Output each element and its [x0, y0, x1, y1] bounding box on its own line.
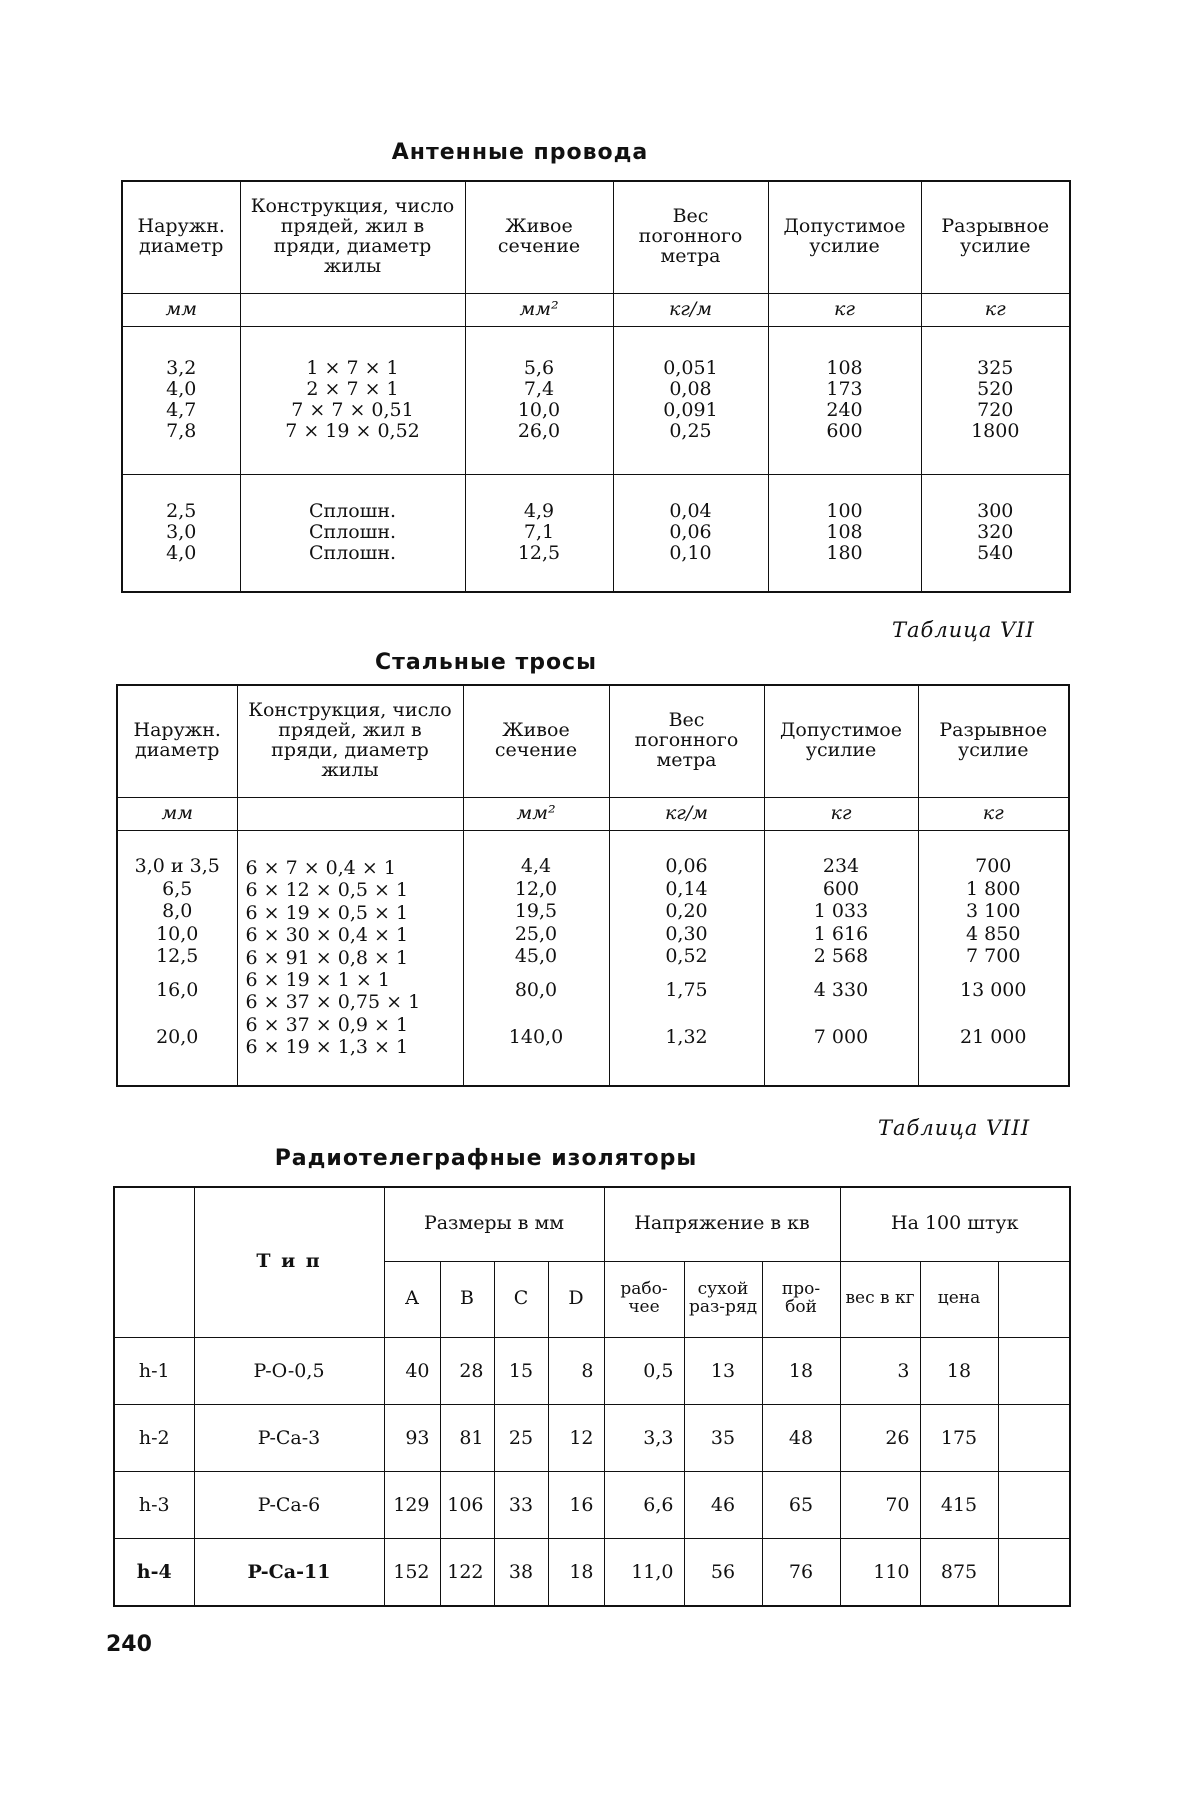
- header-section: Живое сечение: [465, 181, 613, 293]
- row-type: P-Ca-3: [194, 1404, 384, 1471]
- header-breaking-force: Разрывное усилие: [918, 685, 1069, 797]
- g1-diameter: 4,7: [166, 399, 197, 421]
- row-d: 12: [548, 1404, 604, 1471]
- row-breakdown: 18: [762, 1337, 840, 1404]
- g2-diameter: 4,0: [166, 542, 197, 565]
- sub-a: A: [384, 1261, 440, 1337]
- g1-diameter: 4,0: [166, 378, 197, 401]
- cable-diameter: 8,0: [162, 900, 193, 923]
- header-section: Живое сечение: [463, 685, 609, 797]
- g1-construction: 7 × 7 × 0,51: [291, 399, 414, 421]
- unit-breaking: кг: [918, 797, 1069, 830]
- cable-section: 80,0: [514, 979, 558, 1002]
- g1-weight-cell: [613, 326, 768, 474]
- g2-construction: Сплошн.: [308, 500, 397, 523]
- g2-allowed-cell: [768, 474, 921, 592]
- cable-allowed: 2 568: [813, 944, 869, 967]
- row-a: 152: [384, 1538, 440, 1606]
- id-header: [114, 1187, 194, 1337]
- cable-weight: 1,75: [665, 979, 708, 1002]
- voltage-header: Напряжение в кв: [604, 1187, 840, 1261]
- cable-diameter: 6,5: [162, 877, 193, 900]
- cable-allowed: 1 033: [813, 900, 869, 923]
- g1-section: 7,4: [523, 378, 555, 401]
- row-dry: 56: [684, 1538, 762, 1606]
- g2-weight: 0,04: [669, 500, 712, 523]
- cable-diameter-cell: [117, 830, 237, 1086]
- cable-construction: 6 × 37 × 0,9 × 1: [245, 1013, 409, 1036]
- g1-weight: 0,051: [663, 357, 718, 380]
- unit-allowed: кг: [768, 293, 921, 326]
- cable-allowed: 234: [822, 855, 860, 878]
- row-working: 6,6: [604, 1471, 684, 1538]
- g1-weight: 0,08: [669, 378, 712, 401]
- g1-construction-cell: [240, 326, 465, 474]
- row-dry: 46: [684, 1471, 762, 1538]
- cable-breaking-cell: [918, 830, 1069, 1086]
- cable-diameter: 20,0: [156, 1025, 199, 1048]
- g2-diameter: 2,5: [166, 500, 197, 523]
- cable-weight: 0,52: [665, 944, 708, 967]
- table2-label: Таблица VII: [892, 618, 1035, 642]
- table-row: [114, 1404, 1070, 1471]
- row-a: 40: [384, 1337, 440, 1404]
- row-price: 415: [920, 1471, 998, 1538]
- header-construction: Конструкция, число прядей, жил в пряди, диаметр жилы: [240, 181, 465, 293]
- g2-breaking: 320: [977, 521, 1014, 544]
- row-b: 122: [440, 1538, 494, 1606]
- cable-diameter: 3,0 и 3,5: [134, 855, 220, 878]
- cable-construction: 6 × 19 × 0,5 × 1: [245, 901, 409, 924]
- cable-weight: 0,06: [665, 855, 708, 878]
- cable-construction: 6 × 19 × 1,3 × 1: [245, 1036, 409, 1059]
- g1-breaking: 325: [977, 357, 1014, 380]
- g2-construction: Сплошн.: [308, 521, 397, 544]
- row-a: 93: [384, 1404, 440, 1471]
- sub-working: рабо-чее: [604, 1261, 684, 1337]
- row-breakdown: 76: [762, 1538, 840, 1606]
- unit-diameter: мм: [122, 293, 240, 326]
- row-id: h-1: [114, 1337, 194, 1404]
- row-working: 0,5: [604, 1337, 684, 1404]
- unit-construction: [240, 293, 465, 326]
- row-b: 28: [440, 1337, 494, 1404]
- row-d: 18: [548, 1538, 604, 1606]
- cable-section: 19,5: [514, 900, 558, 923]
- g1-section: 26,0: [517, 419, 561, 442]
- header-weight: Вес погонного метра: [613, 181, 768, 293]
- table3-label: Таблица VIII: [878, 1116, 1031, 1140]
- unit-section: мм²: [463, 797, 609, 830]
- row-b: 81: [440, 1404, 494, 1471]
- row-breakdown: 48: [762, 1404, 840, 1471]
- cable-weight: 1,32: [665, 1025, 708, 1048]
- g1-diameter: 3,2: [166, 357, 197, 380]
- row-id: h-2: [114, 1404, 194, 1471]
- table1-title: Антенные провода: [391, 140, 649, 165]
- cable-allowed: 7 000: [813, 1025, 869, 1048]
- table-row: [114, 1337, 1070, 1404]
- unit-breaking: кг: [921, 293, 1070, 326]
- row-price: 18: [920, 1337, 998, 1404]
- header-diameter: Наружн. диаметр: [117, 685, 237, 797]
- cable-weight: 0,30: [665, 922, 708, 945]
- sub-c: C: [494, 1261, 548, 1337]
- g2-diameter-cell: [122, 474, 240, 592]
- row-dry: 13: [684, 1337, 762, 1404]
- row-weight: 26: [840, 1404, 920, 1471]
- sub-breakdown: про-бой: [762, 1261, 840, 1337]
- row-empty: [998, 1538, 1070, 1606]
- g2-breaking-cell: [921, 474, 1070, 592]
- cable-breaking: 21 000: [960, 1025, 1027, 1048]
- cable-breaking: 3 100: [966, 900, 1021, 923]
- row-working: 11,0: [604, 1538, 684, 1606]
- row-type: P-Ca-11: [194, 1538, 384, 1606]
- g1-diameter-cell: [122, 326, 240, 474]
- g2-breaking: 540: [977, 542, 1014, 565]
- cable-diameter: 10,0: [156, 922, 199, 945]
- table-row: [114, 1471, 1070, 1538]
- header-breaking-force: Разрывное усилие: [921, 181, 1070, 293]
- row-dry: 35: [684, 1404, 762, 1471]
- row-a: 129: [384, 1471, 440, 1538]
- unit-diameter: мм: [117, 797, 237, 830]
- g2-allowed: 180: [826, 542, 863, 565]
- type-header: Т и п: [194, 1187, 384, 1337]
- g2-weight: 0,06: [669, 521, 712, 544]
- insulators-table: [113, 1186, 1071, 1607]
- unit-construction: [237, 797, 463, 830]
- cable-construction: 6 × 7 × 0,4 × 1: [245, 856, 396, 879]
- cable-allowed: 4 330: [813, 979, 869, 1002]
- header-weight: Вес погонного метра: [609, 685, 764, 797]
- g1-breaking-cell: [921, 326, 1070, 474]
- header-allowed-force: Допустимое усилие: [768, 181, 921, 293]
- cable-diameter: 12,5: [156, 944, 199, 967]
- g1-diameter: 7,8: [166, 419, 197, 442]
- unit-weight: кг/м: [613, 293, 768, 326]
- cable-construction: 6 × 12 × 0,5 × 1: [245, 879, 409, 902]
- row-weight: 3: [840, 1337, 920, 1404]
- g1-breaking: 720: [977, 399, 1014, 421]
- cable-diameter: 16,0: [156, 979, 199, 1002]
- cable-construction-cell: [237, 830, 463, 1086]
- sub-price: цена: [920, 1261, 998, 1337]
- cable-allowed: 1 616: [813, 922, 869, 945]
- antenna-wires-table: [121, 180, 1071, 593]
- g2-allowed: 108: [826, 521, 863, 544]
- cable-breaking: 7 700: [966, 944, 1021, 967]
- g2-section: 7,1: [523, 521, 555, 544]
- cable-section: 45,0: [514, 944, 558, 967]
- cable-breaking: 1 800: [966, 877, 1021, 900]
- g1-allowed: 600: [826, 419, 863, 442]
- row-weight: 70: [840, 1471, 920, 1538]
- g2-diameter: 3,0: [166, 521, 197, 544]
- cable-section: 25,0: [514, 922, 558, 945]
- header-construction: Конструкция, число прядей, жил в пряди, диаметр жилы: [237, 685, 463, 797]
- row-type: P-O-0,5: [194, 1337, 384, 1404]
- per100-header: На 100 штук: [840, 1187, 1070, 1261]
- row-weight: 110: [840, 1538, 920, 1606]
- table2-title: Стальные тросы: [375, 650, 597, 675]
- g2-breaking: 300: [977, 500, 1014, 523]
- g1-construction: 7 × 19 × 0,52: [285, 419, 420, 442]
- g1-breaking: 520: [977, 378, 1014, 401]
- table3-title: Радиотелеграфные изоляторы: [274, 1146, 698, 1171]
- cable-section-cell: [463, 830, 609, 1086]
- row-breakdown: 65: [762, 1471, 840, 1538]
- g2-section: 12,5: [517, 542, 561, 565]
- g1-weight: 0,25: [669, 419, 712, 442]
- row-c: 15: [494, 1337, 548, 1404]
- cable-section: 12,0: [514, 877, 558, 900]
- g1-construction: 1 × 7 × 1: [306, 357, 399, 380]
- cable-allowed-cell: [764, 830, 918, 1086]
- row-working: 3,3: [604, 1404, 684, 1471]
- row-empty: [998, 1404, 1070, 1471]
- sub-b: B: [440, 1261, 494, 1337]
- g1-allowed: 173: [826, 378, 863, 401]
- g1-allowed-cell: [768, 326, 921, 474]
- cable-allowed: 600: [822, 877, 860, 900]
- unit-section: мм²: [465, 293, 613, 326]
- unit-weight: кг/м: [609, 797, 764, 830]
- g1-section: 5,6: [523, 357, 555, 380]
- g1-section-cell: [465, 326, 613, 474]
- cable-construction: 6 × 19 × 1 × 1: [245, 968, 390, 991]
- row-price: 875: [920, 1538, 998, 1606]
- cable-weight: 0,20: [665, 900, 708, 923]
- cable-weight-cell: [609, 830, 764, 1086]
- g1-allowed: 108: [826, 357, 863, 380]
- g1-construction: 2 × 7 × 1: [306, 378, 399, 401]
- sizes-header: Размеры в мм: [384, 1187, 604, 1261]
- g2-section-cell: [465, 474, 613, 592]
- sub-weight: вес в кг: [840, 1261, 920, 1337]
- g1-weight: 0,091: [663, 399, 718, 421]
- cable-construction: 6 × 30 × 0,4 × 1: [245, 924, 409, 947]
- g2-weight-cell: [613, 474, 768, 592]
- g2-allowed: 100: [826, 500, 863, 523]
- header-diameter: Наружн. диаметр: [122, 181, 240, 293]
- cable-breaking: 13 000: [960, 979, 1027, 1002]
- table-row: [114, 1538, 1070, 1606]
- header-allowed-force: Допустимое усилие: [764, 685, 918, 797]
- page-number: 240: [106, 1632, 152, 1657]
- cable-construction: 6 × 91 × 0,8 × 1: [245, 946, 409, 969]
- row-d: 8: [548, 1337, 604, 1404]
- row-id: h-4: [114, 1538, 194, 1606]
- row-type: P-Ca-6: [194, 1471, 384, 1538]
- g2-construction: Сплошн.: [308, 542, 397, 565]
- row-id: h-3: [114, 1471, 194, 1538]
- row-c: 38: [494, 1538, 548, 1606]
- g1-allowed: 240: [826, 399, 863, 421]
- cable-section: 4,4: [520, 855, 552, 878]
- sub-dry-discharge: сухой раз-ряд: [684, 1261, 762, 1337]
- g2-construction-cell: [240, 474, 465, 592]
- cable-construction: 6 × 37 × 0,75 × 1: [245, 991, 421, 1014]
- row-empty: [998, 1471, 1070, 1538]
- row-c: 25: [494, 1404, 548, 1471]
- row-d: 16: [548, 1471, 604, 1538]
- g2-weight: 0,10: [669, 542, 712, 565]
- sub-empty: [998, 1261, 1070, 1337]
- row-c: 33: [494, 1471, 548, 1538]
- row-b: 106: [440, 1471, 494, 1538]
- cable-breaking: 700: [975, 855, 1012, 878]
- steel-cables-table: [116, 684, 1070, 1087]
- row-price: 175: [920, 1404, 998, 1471]
- g1-breaking: 1800: [971, 419, 1020, 442]
- g1-section: 10,0: [517, 399, 561, 421]
- cable-section: 140,0: [508, 1025, 564, 1048]
- unit-allowed: кг: [764, 797, 918, 830]
- cable-breaking: 4 850: [966, 922, 1021, 945]
- sub-d: D: [548, 1261, 604, 1337]
- g2-section: 4,9: [523, 500, 555, 523]
- cable-weight: 0,14: [665, 877, 708, 900]
- row-empty: [998, 1337, 1070, 1404]
